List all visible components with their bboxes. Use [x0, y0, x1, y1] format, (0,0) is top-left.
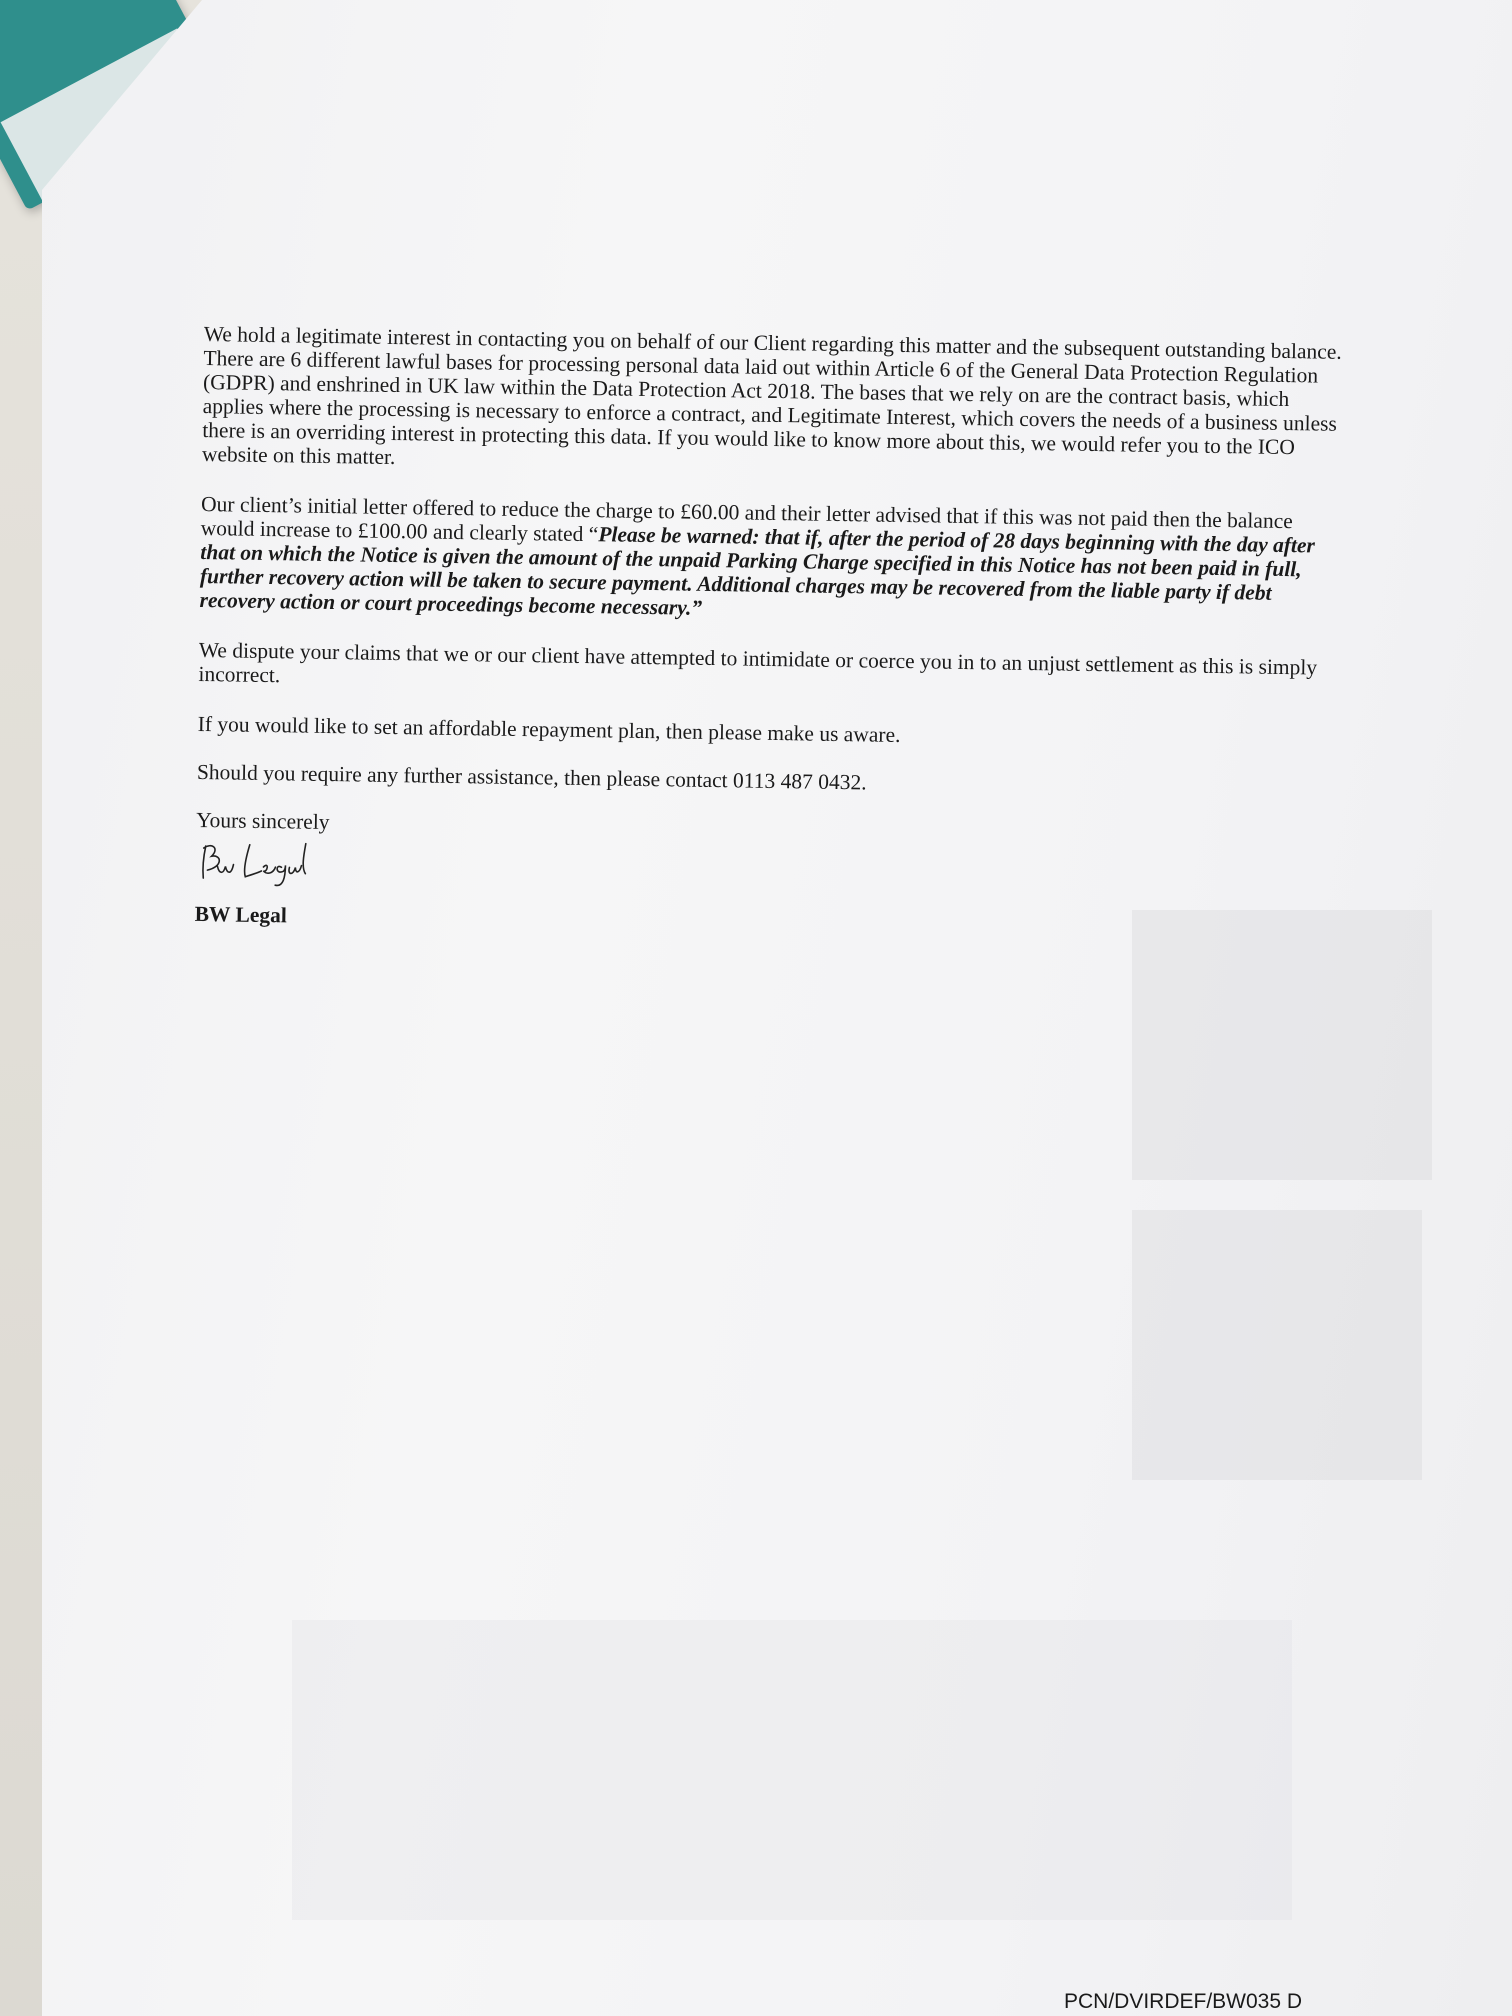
show-through-block	[1132, 1210, 1422, 1480]
gdpr-paragraph: We hold a legitimate interest in contacting you on behalf of our Client regarding this matter and the subsequent outstanding balance. There are 6 different lawful bases for processing personal data laid out within Article 6 of the General Data Protection Regulation (GDPR) and enshrined in UK law within the Data Protection Act 2018. The bases that we rely on are the contract basis, which applies where the processing is necessary to enforce a contract, and Legitimate Interest, which covers the needs of a business unless there is an overriding interest in protecting this data. If you would like to know more about this, we would refer you to the ICO website on this matter.	[201, 322, 1342, 470]
dispute-paragraph: We dispute your claims that we or our client have attempted to intimidate or coerce you in to an unjust settlement as this is simply incorrect.	[198, 637, 1318, 688]
repayment-plan-line: If you would like to set an affordable repayment plan, then please make us aware.	[197, 711, 901, 747]
letter-page	[42, 0, 1512, 2016]
reference-number: PCN/DVIRDEF/BW035 D	[1064, 1990, 1303, 2013]
charge-paragraph-intro: Our client’s initial letter offered to reduce the charge to £60.00 and their letter advised that if this was not paid then the balance would increase to £100.00 and clearly stated “	[200, 491, 1293, 547]
show-through-block	[292, 1620, 1292, 1920]
charge-warning-quote: Please be warned: that if, after the period of 28 days beginning with the day after that on which the Notice is given the amount of the unpaid Parking Charge specified in this Notice has not been paid in full, further recovery action will be taken to secure payment. Additional charges may be recovered from the liable party if debt recovery action or court proceedings become necessary.”	[199, 522, 1316, 620]
contact-line: Should you require any further assistance, then please contact 0113 487 0432.	[196, 759, 867, 795]
signature	[197, 838, 328, 890]
company-name: BW Legal	[194, 901, 288, 928]
letter-body	[195, 322, 1354, 944]
show-through-block	[1132, 910, 1432, 1180]
charge-paragraph	[199, 492, 1351, 630]
closing: Yours sincerely	[195, 807, 330, 835]
